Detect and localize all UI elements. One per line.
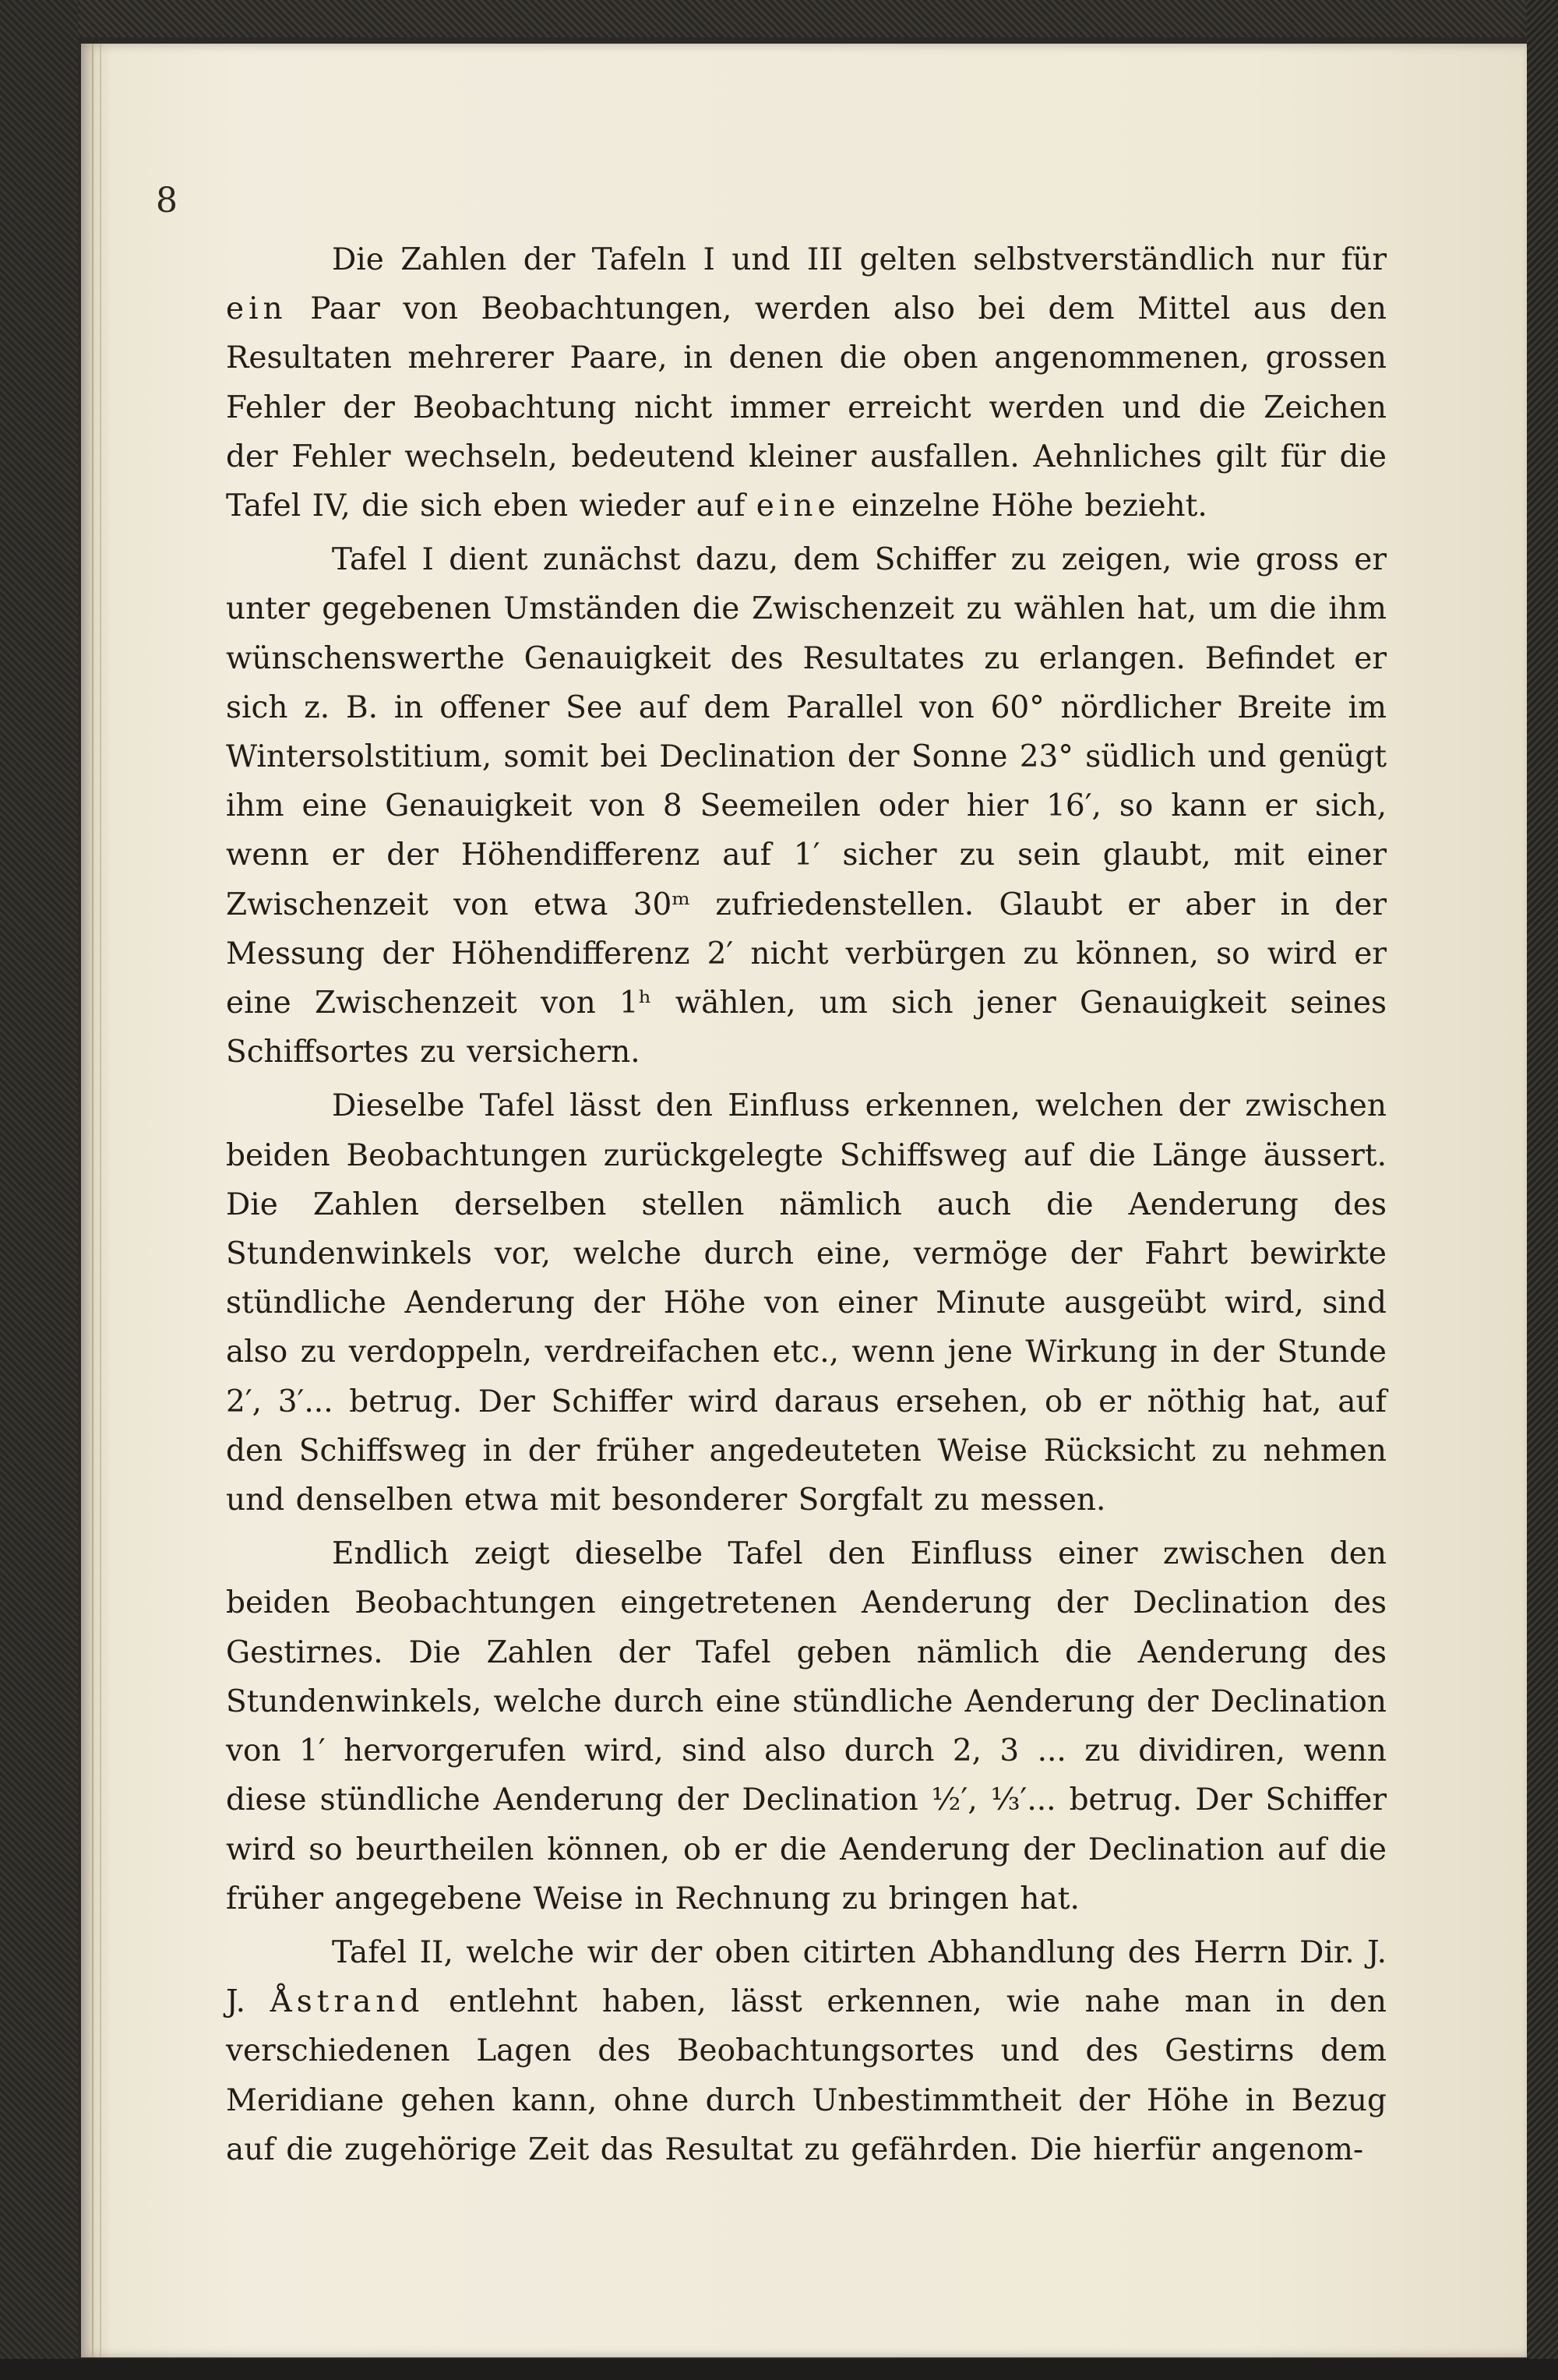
paragraph-5-part-b: entlehnt haben, lässt erkennen, wie nahe man in den verschiedenen Lagen des Beobachtungsortes und des Gestirns dem Meridiane gehen kann, ohne durch Unbestimmtheit der Höhe in Bezug auf die zugehörige Zeit das Resultat zu gefährden. Die hierfür angenom- bbox=[226, 1984, 1387, 2167]
paragraph-1-spaced-word-2: eine bbox=[756, 488, 841, 524]
book-binding-bottom bbox=[0, 2359, 1558, 2380]
paragraph-5-part-a: Tafel II, welche wir der oben citirten Abhandlung des Herrn Dir. J. J. bbox=[226, 1934, 1387, 2020]
paragraph-1-part-c: einzelne Höhe bezieht. bbox=[840, 488, 1207, 524]
paragraph-1-part-a: Die Zahlen der Tafeln I und III gelten selbstverständlich nur für bbox=[332, 242, 1387, 277]
paragraph-5 bbox=[226, 1928, 1387, 2174]
page-edge-line bbox=[100, 44, 101, 2357]
paragraph-1-spaced-word: ein bbox=[226, 291, 287, 327]
body-text bbox=[226, 235, 1387, 2174]
page-edge-line bbox=[92, 44, 93, 2357]
paragraph-5-spaced-name: Åstrand bbox=[270, 1984, 425, 2020]
paragraph-4: Endlich zeigt dieselbe Tafel den Einfluss einer zwischen den beiden Beobachtungen eingetretenen Aenderung der Declination des Gestirnes. Die Zahlen der Tafel geben nämlich die Aenderung des Stundenwinkels, welche durch eine stündliche Aenderung der Declination von 1′ hervorgerufen wird, sind also durch 2, 3 ... zu dividiren, wenn diese stündliche Aenderung der Declination ½′, ⅓′... betrug. Der Schiffer wird so beurtheilen können, ob er die Aenderung der Declination auf die früher angegebene Weise in Rechnung zu bringen hat. bbox=[226, 1536, 1387, 1916]
book-binding-right bbox=[1527, 0, 1558, 2380]
book-binding-left bbox=[0, 0, 78, 2380]
paragraph-2: Tafel I dient zunächst dazu, dem Schiffer zu zeigen, wie gross er unter gegebenen Umständen die Zwischenzeit zu wählen hat, um die ihm wünschenswerthe Genauigkeit des Resultates zu erlangen. Befindet er sich z. B. in offener See auf dem Parallel von 60° nördlicher Breite im Wintersolstitium, somit bei Declination der Sonne 23° südlich und genügt ihm eine Genauigkeit von 8 Seemeilen oder hier 16′, so kann er sich, wenn er der Höhendifferenz auf 1′ sicher zu sein glaubt, mit einer Zwischenzeit von etwa 30ᵐ zufriedenstellen. Glaubt er aber in der Messung der Höhendifferenz 2′ nicht verbürgen zu können, so wird er eine Zwischenzeit von 1ʰ wählen, um sich jener Genauigkeit seines Schiffsortes zu versichern. bbox=[226, 542, 1387, 1070]
page-number: 8 bbox=[156, 181, 178, 220]
paragraph-3: Dieselbe Tafel lässt den Einfluss erkennen, welchen der zwischen beiden Beobachtungen zurückgelegte Schiffsweg auf die Länge äussert. Die Zahlen derselben stellen nämlich auch die Aenderung des Stundenwinkels vor, welche durch eine, vermöge der Fahrt bewirkte stündliche Aenderung der Höhe von einer Minute ausgeübt wird, sind also zu verdoppeln, verdreifachen etc., wenn jene Wirkung in der Stunde 2′, 3′... betrug. Der Schiffer wird daraus ersehen, ob er nöthig hat, auf den Schiffsweg in der früher angedeuteten Weise Rücksicht zu nehmen und denselben etwa mit besonderer Sorgfalt zu messen. bbox=[226, 1088, 1387, 1518]
paragraph-1 bbox=[226, 235, 1387, 531]
book-binding-top bbox=[0, 0, 1558, 37]
paragraph-1-part-b: Paar von Beobachtungen, werden also bei dem Mittel aus den Resultaten mehrerer Paare, in denen die oben angenommenen, grossen Fehler der Beobachtung nicht immer erreicht werden und die Zeichen der Fehler wechseln, bedeutend kleiner ausfallen. Aehnliches gilt für die Tafel IV, die sich eben wieder auf bbox=[226, 291, 1387, 524]
